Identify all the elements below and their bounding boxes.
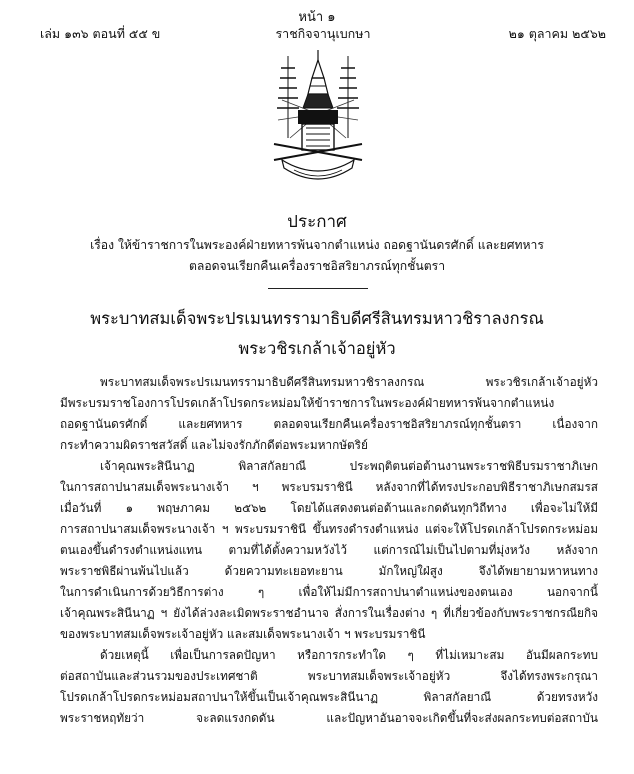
body-line: พระบาทสมเด็จพระปรเมนทรรามาธิบดีศรีสินทรมหาวชิราลงกรณ พระวชิรเกล้าเจ้าอยู่หัว [100,375,598,389]
royal-emblem-icon [268,48,368,190]
body-line: เจ้าคุณพระสินีนาฏ พิลาสกัลยาณี ประพฤติตนต่อต้านงานพระราชพิธีบรมราชาภิเษก [100,459,598,473]
body-line: การสถาปนาสมเด็จพระนางเจ้า ฯ พระบรมราชินี ขึ้นทรงดำรงตำแหน่ง แต่จะให้โปรดเกล้าโปรดกระหม่อม [60,522,598,536]
body-line: ตนเองขึ้นดำรงตำแหน่งแทน ตามที่ได้ตั้งความหวังไว้ แต่การณ์ไม่เป็นไปตามที่มุ่งหวัง หลังจาก [60,543,598,557]
body-line: โปรดเกล้าโปรดกระหม่อมสถาปนาให้ขึ้นเป็นเจ้าคุณพระสินีนาฏ พิลาสกัลยาณี ด้วยทรงหวัง [60,690,598,704]
body-line: เมื่อวันที่ ๑ พฤษภาคม ๒๕๖๒ โดยได้แสดงตนต่อต้านและกดดันทุกวิถีทาง เพื่อจะไม่ให้มี [60,501,598,515]
subject-line-1: เรื่อง ให้ข้าราชการในพระองค์ฝ่ายทหารพ้นจากตำแหน่ง ถอดฐานันดรศักดิ์ และยศทหาร [90,238,544,252]
body-line: ต่อสถาบันและส่วนรวมของประเทศชาติ พระบาทสมเด็จพระเจ้าอยู่หัว จึงได้ทรงพระกรุณา [60,669,598,683]
body-line: ด้วยเหตุนี้ เพื่อเป็นการลดปัญหา หรือการกระทำใด ๆ ที่ไม่เหมาะสม อันมีผลกระทบ [100,648,598,662]
divider [268,288,368,289]
announcement-title: ประกาศ [287,212,347,232]
body-line: กระทำความผิดราชสวัสดิ์ และไม่จงรักภักดีต่อพระมหากษัตริย์ [60,438,368,452]
issue-date: ๒๑ ตุลาคม ๒๕๖๒ [508,26,606,41]
subject-line-2: ตลอดจนเรียกคืนเครื่องราชอิสริยาภรณ์ทุกชั้นตรา [188,259,446,273]
body-line: ของพระบาทสมเด็จพระเจ้าอยู่หัว และสมเด็จพระนางเจ้า ฯ พระบรมราชินี [60,627,426,641]
body-line: เจ้าคุณพระสินีนาฏ ฯ ยังได้ล่วงละเมิดพระราชอำนาจ สั่งการในเรื่องต่าง ๆ ที่เกี่ยวข้องกับพระราชกรณียกิจ [60,606,598,620]
gazette-name: ราชกิจจานุเบกษา [275,26,371,41]
body-line: ในการดำเนินการด้วยวิธีการต่าง ๆ เพื่อให้ไม่มีการสถาปนาตำแหน่งของตนเอง นอกจากนี้ [60,585,598,599]
volume-issue: เล่ม ๑๓๖ ตอนที่ ๕๕ ข [40,26,161,41]
body-line: ในการสถาปนาสมเด็จพระนางเจ้า ฯ พระบรมราชินี หลังจากที่ได้ทรงประกอบพิธีราชาภิเษกสมรส [60,480,598,494]
body-line: ถอดฐานันดรศักดิ์ และยศทหาร ตลอดจนเรียกคืนเครื่องราชอิสริยาภรณ์ทุกชั้นตรา เนื่องจาก [60,417,598,431]
announcement-body [60,372,598,729]
body-line: มีพระบรมราชโองการโปรดเกล้าโปรดกระหม่อมให้ข้าราชการในพระองค์ฝ่ายทหารพ้นจากตำแหน่ง [60,396,555,410]
body-line: พระราชหฤทัยว่า จะลดแรงกดดัน และปัญหาอันอาจจะเกิดขึ้นที่จะส่งผลกระทบต่อสถาบัน [60,711,598,725]
king-name-line-2: พระวชิรเกล้าเจ้าอยู่หัว [238,339,396,358]
body-line: พระราชพิธีผ่านพ้นไปแล้ว ด้วยความทะเยอทะยาน มักใหญ่ใฝ่สูง จึงได้พยายามหาหนทาง [60,564,598,578]
king-name-line-1: พระบาทสมเด็จพระปรเมนทรรามาธิบดีศรีสินทรมหาวชิราลงกรณ [90,309,544,328]
page-number: หน้า ๑ [298,10,336,25]
